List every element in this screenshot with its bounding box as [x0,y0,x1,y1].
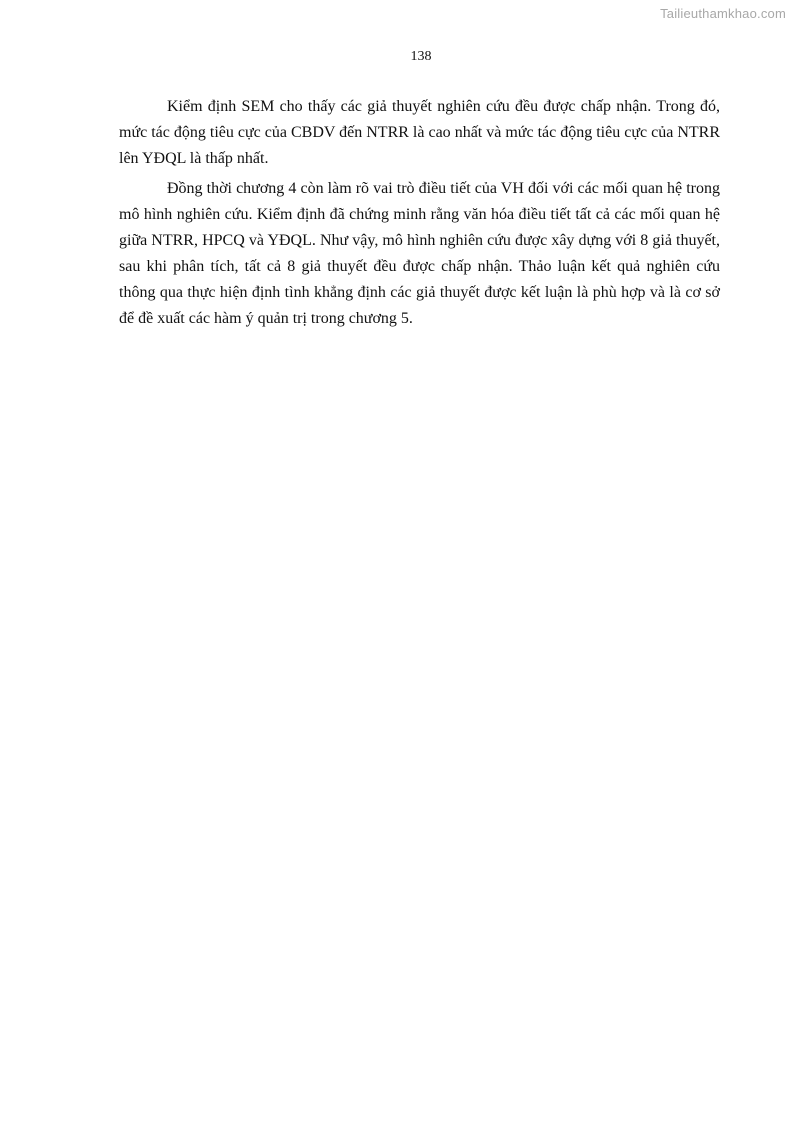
paragraph-2: Đồng thời chương 4 còn làm rõ vai trò điều tiết của VH đối với các mối quan hệ trong mô hình nghiên cứu. Kiểm định đã chứng minh rằng văn hóa điều tiết tất cả các mối quan hệ giữa NTRR, HPCQ và YĐQL. Như vậy, mô hình nghiên cứu được xây dựng với 8 giả thuyết, sau khi phân tích, tất cả 8 giả thuyết đều được chấp nhận. Thảo luận kết quả nghiên cứu thông qua thực hiện định tình khẳng định các giả thuyết được kết luận là phù hợp và là cơ sở để đề xuất các hàm ý quản trị trong chương 5. [119,180,720,327]
page-number: 138 [410,49,432,64]
watermark: Tailieuthamkhao.com [660,6,786,21]
document-body [119,94,720,336]
paragraph-1: Kiểm định SEM cho thấy các giả thuyết nghiên cứu đều được chấp nhận. Trong đó, mức tác động tiêu cực của CBDV đến NTRR là cao nhất và mức tác động tiêu cực của NTRR lên YĐQL là thấp nhất. [119,98,720,167]
